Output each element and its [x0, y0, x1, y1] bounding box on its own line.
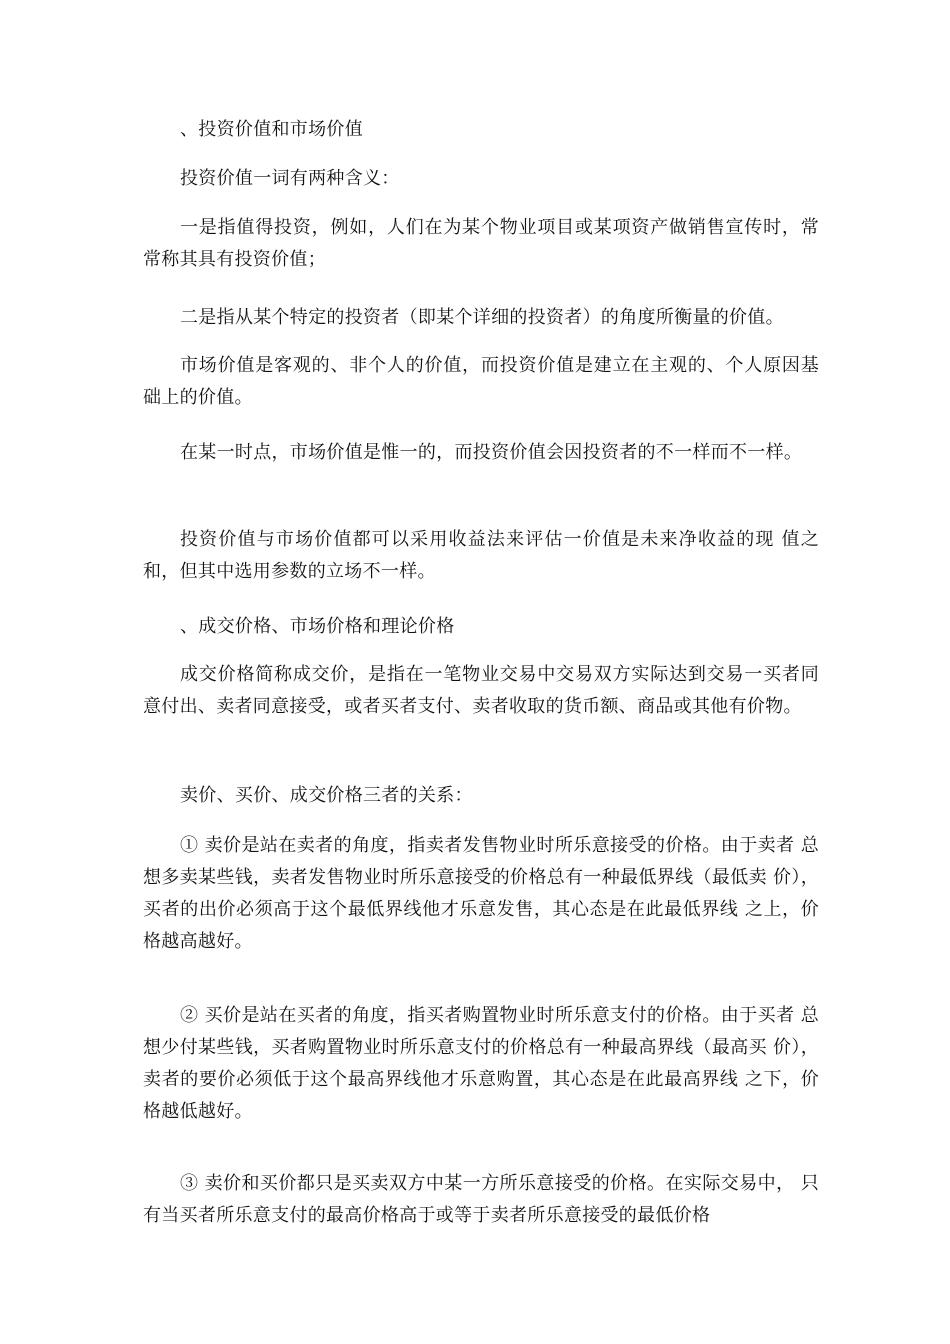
paragraph-investment-value-meanings: 投资价值一词有两种含义： [180, 168, 400, 189]
paragraph-meaning-one: 一是指值得投资，例如，人们在为某个物业项目或某项资产做销售宣传时，常常称其具有投资价值； [143, 217, 819, 270]
paragraph-income-approach: 投资价值与市场价值都可以采用收益法来评估一价值是未来净收益的现 值之和，但其中选用参数的立场不一样。 [143, 529, 819, 582]
list-item-buying-price: ② 买价是站在买者的角度，指买者购置物业时所乐意支付的价格。由于买者 总想少付某些钱，买者购置物业时所乐意支付的价格总有一种最高界线（最高买 价），卖者的要价必须低于这个最高界线他才乐意购置，其心态是在此最高界线 之下，价格越低越好。 [143, 1005, 819, 1122]
paragraph-transaction-price: 成交价格简称成交价，是指在一笔物业交易中交易双方实际达到交易一买者同意付出、卖者同意接受，或者买者支付、卖者收取的货币额、商品或其他有价物。 [143, 664, 819, 717]
section-heading-prices: 、成交价格、市场价格和理论价格 [180, 616, 455, 637]
paragraph-market-value-objective: 市场价值是客观的、非个人的价值，而投资价值是建立在主观的、个人原因基础上的价值。 [143, 355, 819, 408]
paragraph-price-relationship: 卖价、买价、成交价格三者的关系： [180, 785, 473, 806]
section-heading-investment-market-value: 、投资价值和市场价值 [180, 119, 363, 140]
list-item-price-acceptance: ③ 卖价和买价都只是买卖双方中某一方所乐意接受的价格。在实际交易中， 只有当买者所乐意支付的最高价格高于或等于卖者所乐意接受的最低价格 [143, 1173, 819, 1226]
paragraph-market-value-unique: 在某一时点，市场价值是惟一的，而投资价值会因投资者的不一样而不一样。 [180, 442, 803, 463]
list-item-selling-price: ① 卖价是站在卖者的角度，指卖者发售物业时所乐意接受的价格。由于卖者 总想多卖某些钱，卖者发售物业时所乐意接受的价格总有一种最低界线（最低卖 价），买者的出价必须高于这个最低界线他才乐意发售，其心态是在此最低界线 之上，价格越高越好。 [143, 835, 819, 952]
paragraph-meaning-two: 二是指从某个特定的投资者（即某个详细的投资者）的角度所衡量的价值。 [180, 307, 784, 328]
